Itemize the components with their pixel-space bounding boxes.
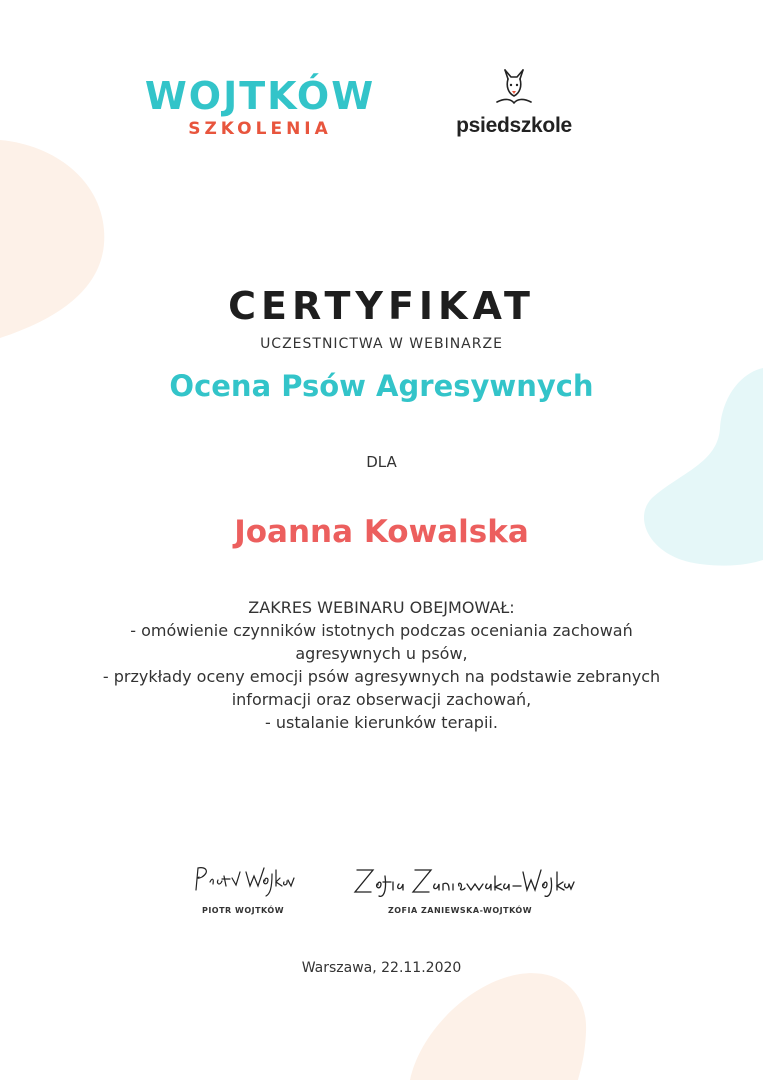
- logo-wojtkow-text: WOJTKÓW: [144, 74, 376, 118]
- wojtkow-szkolenia-logo: [138, 76, 382, 140]
- background-blob-bottom-right: [410, 962, 590, 1080]
- recipient-name: Joanna Kowalska: [234, 514, 529, 550]
- logo-psiedszkole-text: psiedszkole: [456, 114, 572, 137]
- signature-name-zofia: ZOFIA ZANIEWSKA-WOJTKÓW: [387, 906, 533, 915]
- logo-szkolenia-text: SZKOLENIA: [188, 119, 332, 139]
- certificate-subtitle: UCZESTNICTWA W WEBINARZE: [260, 336, 503, 352]
- place-and-date: Warszawa, 22.11.2020: [301, 960, 462, 976]
- webinar-scope: [40, 596, 723, 734]
- webinar-name: Ocena Psów Agresywnych: [169, 369, 594, 403]
- scope-line: - ustalanie kierunków terapii.: [265, 713, 498, 732]
- certificate-title: CERTYFIKAT: [228, 284, 535, 328]
- signature-piotr: [178, 860, 308, 915]
- psiedszkole-logo: [456, 66, 572, 138]
- scope-line: - przykłady oceny emocji psów agresywnych na podstawie zebranych: [102, 667, 661, 686]
- dog-reading-icon: [489, 66, 539, 110]
- signature-name-piotr: PIOTR WOJTKÓW: [201, 906, 285, 915]
- for-label: DLA: [366, 453, 397, 471]
- scope-heading: ZAKRES WEBINARU OBEJMOWAŁ:: [248, 598, 515, 617]
- handwritten-signature-zofia: [345, 862, 575, 900]
- scope-line: - omówienie czynników istotnych podczas oceniania zachowań: [130, 621, 633, 640]
- scope-line: informacji oraz obserwacji zachowań,: [231, 690, 532, 709]
- scope-line: agresywnych u psów,: [295, 644, 468, 663]
- signature-zofia: [340, 862, 580, 915]
- handwritten-signature-piotr: [188, 860, 298, 900]
